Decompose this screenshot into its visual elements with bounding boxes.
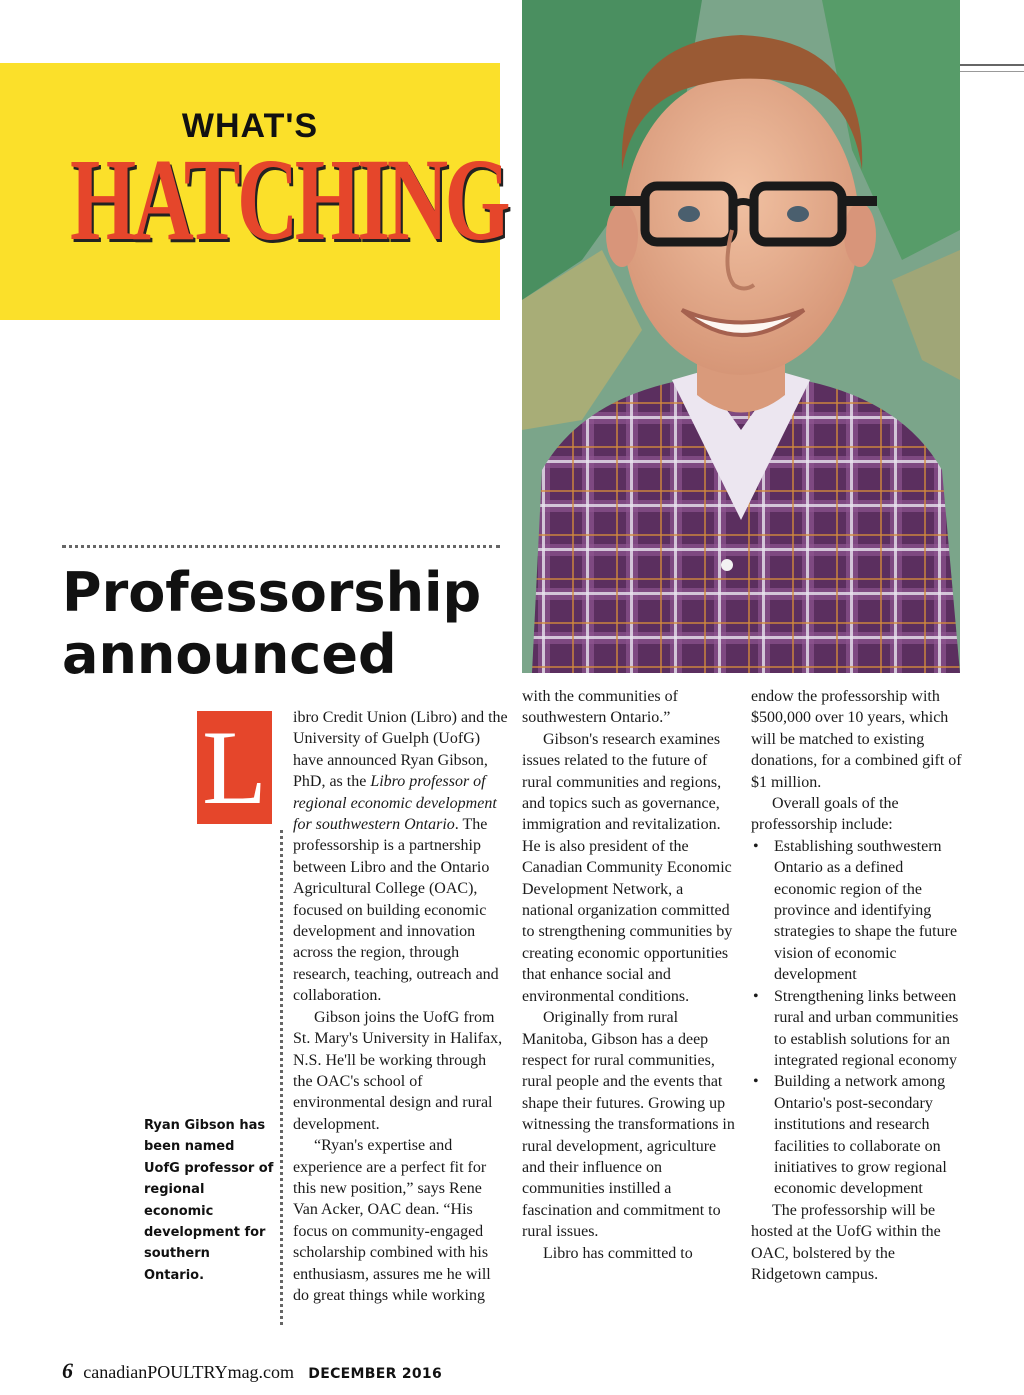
article-column-2 xyxy=(522,686,737,1264)
section-banner xyxy=(0,63,507,320)
drop-cap: L xyxy=(197,711,272,824)
dotted-divider xyxy=(62,545,500,548)
list-item: • Establishing southwestern Ontario as a defined economic region of the province and identifying strategies to shape the future vision of economic development xyxy=(751,836,969,986)
portrait-illustration xyxy=(522,0,960,673)
paragraph: Overall goals of the professorship include: xyxy=(751,795,899,834)
section-title: HATCHING xyxy=(70,134,507,265)
paragraph: Gibson joins the UofG from St. Mary's University in Halifax, N.S. He'll be working through the OAC's school of environmental design and rural development. xyxy=(293,1008,503,1133)
paragraph xyxy=(293,707,508,1007)
page-footer xyxy=(62,1358,442,1384)
magazine-url: canadianPOULTRYmag.com xyxy=(83,1362,295,1382)
paragraph-text: . The professorship is a partnership between Libro and the Ontario Agricultural College (OAC), focused on building economic development and innovation across the region, through research, teaching, outreach and collaboration. xyxy=(293,816,499,1005)
paragraph: Originally from rural Manitoba, Gibson has a deep respect for rural communities, rural people and the events that shape their futures. Growing up witnessing the transformations in rural development, agriculture and their influence on communities instilled a fascination and commitment to rural issues. xyxy=(522,1009,735,1241)
paragraph: endow the professorship with $500,000 over 10 years, which will be matched to existing donations, for a combined gift of $1 million. xyxy=(751,688,962,791)
paragraph: The professorship will be hosted at the UofG within the OAC, bolstered by the Ridgetown campus. xyxy=(751,1201,941,1283)
photo-caption: Ryan Gibson has been named UofG professor of regional economic development for southern Ontario. xyxy=(144,1118,274,1283)
paragraph-text: ibro Credit Union (Libro) and the University of Guelph (UofG) have announced Ryan Gibson, PhD, as the xyxy=(293,709,508,791)
goals-list xyxy=(751,836,969,1200)
issue-date: DECEMBER 2016 xyxy=(308,1366,443,1382)
paragraph: Libro has committed to xyxy=(543,1244,693,1262)
top-right-rule xyxy=(960,64,1024,72)
section-kicker: WHAT'S xyxy=(181,107,319,145)
dotted-column-rule xyxy=(280,830,283,1325)
paragraph: Gibson's research examines issues related to the future of rural communities and regions, and topics such as governance, immigration and revitalization. He is also president of the Canadian Community Economic Development Network, a national organization committed to strengthening communities by creating economic opportunities that enhance social and environmental conditions. xyxy=(522,730,733,1005)
list-item: • Building a network among Ontario's post-secondary institutions and research facilities to collaborate on initiatives to grow regional economic development xyxy=(751,1071,969,1199)
paragraph: “Ryan's expertise and experience are a perfect fit for this new position,” says Rene Van Acker, OAC dean. “His focus on community-engaged scholarship combined with his enthusiasm, assures me he will do great things while working xyxy=(293,1137,491,1304)
list-item: • Strengthening links between rural and urban communities to establish solutions for an integrated regional economy xyxy=(751,986,969,1072)
article-column-3 xyxy=(751,686,969,1285)
professorship-title: Libro professor of regional economic development for southwestern Ontario xyxy=(293,773,497,834)
portrait-photo xyxy=(522,0,960,673)
page-number: 6 xyxy=(62,1358,73,1383)
article-headline: Professorship announced xyxy=(62,561,482,686)
paragraph: with the communities of southwestern Ontario.” xyxy=(522,688,678,727)
article-column-1 xyxy=(293,707,508,1306)
